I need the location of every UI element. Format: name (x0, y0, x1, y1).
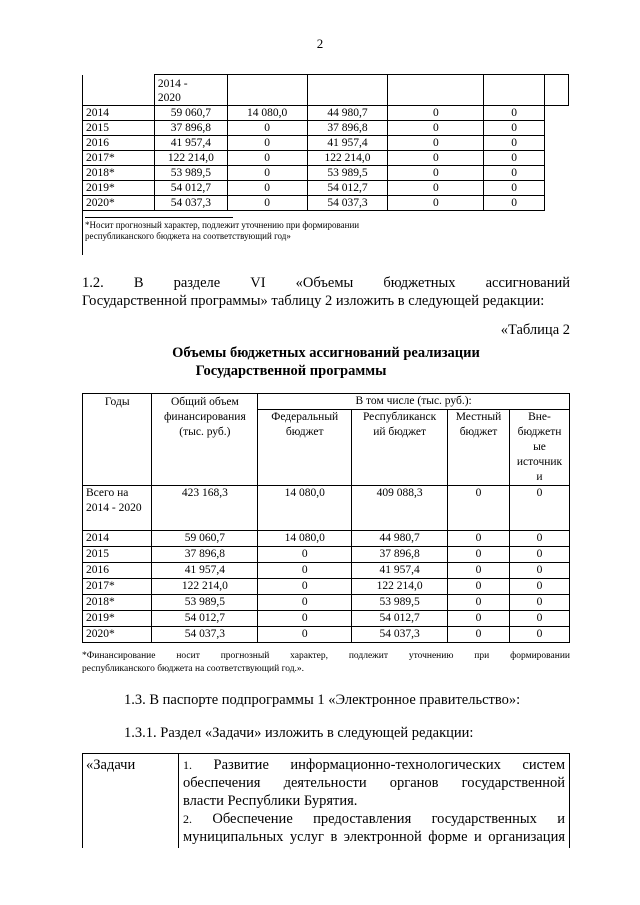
top-federal-cell: 0 (227, 151, 307, 166)
table-row (83, 106, 569, 121)
top-republic-cell: 44 980,7 (307, 106, 388, 121)
top-local-cell: 0 (388, 196, 484, 211)
top-republic-cell: 54 012,7 (307, 181, 388, 196)
main-extra-cell: 0 (509, 579, 569, 595)
main-year-cell: 2019* (83, 611, 152, 627)
table-row (83, 166, 569, 181)
table-row (83, 196, 569, 211)
top-republic-cell: 54 037,3 (307, 196, 388, 211)
section-1-2-line1: 1.2. В разделе VI «Объемы бюджетных ассигнований (82, 275, 570, 291)
top-federal-cell: 0 (227, 181, 307, 196)
task-2-line1 (183, 810, 565, 828)
main-local-cell: 0 (448, 579, 510, 595)
table-row (83, 121, 569, 136)
total-row-federal: 14 080,0 (258, 486, 352, 531)
top-local-cell: 0 (388, 151, 484, 166)
main-local-cell: 0 (448, 563, 510, 579)
top-year-cell: 2014 (83, 106, 155, 121)
table-row (83, 136, 569, 151)
top-local-cell: 0 (388, 166, 484, 181)
top-extra-cell: 0 (484, 151, 545, 166)
main-local-cell: 0 (448, 627, 510, 643)
main-republic-cell: 53 989,5 (352, 595, 448, 611)
task-1-line2: обеспечения деятельности органов государственной (183, 775, 565, 791)
task-1-line3: власти Республики Бурятия. (183, 793, 358, 809)
section-1-2-line2: Государственной программы» таблицу 2 изложить в следующей редакции: (82, 293, 545, 309)
top-year-cell: 2017* (83, 151, 155, 166)
section-1-3-1: 1.3.1. Раздел «Задачи» изложить в следующей редакции: (124, 725, 474, 741)
top-federal-cell: 0 (227, 121, 307, 136)
top-extra-cell: 0 (484, 181, 545, 196)
top-total-cell: 54 037,3 (154, 196, 227, 211)
main-total-cell: 53 989,5 (152, 595, 258, 611)
header-years: Годы (83, 394, 152, 486)
table-row (83, 611, 570, 627)
main-local-cell: 0 (448, 595, 510, 611)
tasks-body (179, 754, 570, 849)
table-row (83, 531, 570, 547)
top-total-cell: 59 060,7 (154, 106, 227, 121)
top-extra-cell: 0 (484, 166, 545, 181)
top-republic-cell: 122 214,0 (307, 151, 388, 166)
total-row-local: 0 (448, 486, 510, 531)
main-year-cell: 2020* (83, 627, 152, 643)
table2-title-line2: Государственной программы (195, 363, 387, 379)
main-total-cell: 54 037,3 (152, 627, 258, 643)
main-republic-cell: 44 980,7 (352, 531, 448, 547)
top-local-cell: 0 (388, 121, 484, 136)
main-total-cell: 41 957,4 (152, 563, 258, 579)
top-total-cell: 37 896,8 (154, 121, 227, 136)
top-extra-cell: 0 (484, 121, 545, 136)
table2-footnote (82, 650, 570, 676)
tasks-label: «Задачи (83, 754, 179, 849)
empty-left-cell (83, 75, 155, 106)
task-2-text1: Обеспечение предоставления государственных и (212, 811, 565, 827)
top-federal-cell: 0 (227, 136, 307, 151)
table-row (83, 181, 569, 196)
main-local-cell: 0 (448, 611, 510, 627)
footnote-line1: *Финансирование носит прогнозный характер, подлежит уточнению при формировании (82, 651, 570, 661)
main-extra-cell: 0 (509, 531, 569, 547)
top-year-cell: 2019* (83, 181, 155, 196)
main-republic-cell: 41 957,4 (352, 563, 448, 579)
tasks-table (82, 753, 570, 848)
main-local-cell: 0 (448, 547, 510, 563)
main-extra-cell: 0 (509, 547, 569, 563)
task-2-number: 2. (183, 812, 192, 826)
table-row (83, 563, 570, 579)
top-republic-cell: 41 957,4 (307, 136, 388, 151)
table2-label: «Таблица 2 (500, 322, 570, 338)
main-federal-cell: 0 (258, 611, 352, 627)
main-year-cell: 2015 (83, 547, 152, 563)
table-row (83, 595, 570, 611)
task-1-text1: Развитие информационно-технологических систем (213, 757, 565, 773)
top-total-cell: 54 012,7 (154, 181, 227, 196)
top-local-cell: 0 (388, 106, 484, 121)
top-republic-cell: 53 989,5 (307, 166, 388, 181)
total-row-total: 423 168,3 (152, 486, 258, 531)
total-row-year: Всего на 2014 - 2020 (83, 486, 152, 531)
top-federal-cell: 0 (227, 196, 307, 211)
period-cell: 2014 - 2020 (154, 75, 227, 106)
main-federal-cell: 0 (258, 595, 352, 611)
top-table-note (83, 211, 545, 256)
main-republic-cell: 37 896,8 (352, 547, 448, 563)
top-total-cell: 41 957,4 (154, 136, 227, 151)
table2-title-line1: Объемы бюджетных ассигнований реализации (172, 345, 480, 361)
total-row-republic: 409 088,3 (352, 486, 448, 531)
top-total-cell: 53 989,5 (154, 166, 227, 181)
top-note-line2: республиканского бюджета на соответствующий год» (85, 231, 291, 241)
task-2-line2: муниципальных услуг в электронной форме и организация (183, 829, 565, 845)
top-extra-cell: 0 (484, 106, 545, 121)
header-local: Местный бюджет (448, 410, 510, 486)
main-total-cell: 59 060,7 (152, 531, 258, 547)
header-total: Общий объем финансирования (тыс. руб.) (152, 394, 258, 486)
main-federal-cell: 0 (258, 627, 352, 643)
top-republic-cell: 37 896,8 (307, 121, 388, 136)
section-1-3: 1.3. В паспорте подпрограммы 1 «Электронное правительство»: (124, 692, 521, 708)
top-extra-cell: 0 (484, 196, 545, 211)
main-total-cell: 37 896,8 (152, 547, 258, 563)
header-federal: Федеральный бюджет (258, 410, 352, 486)
table-row (83, 547, 570, 563)
top-federal-cell: 0 (227, 166, 307, 181)
main-federal-cell: 0 (258, 579, 352, 595)
top-local-cell: 0 (388, 181, 484, 196)
table-row (83, 151, 569, 166)
top-local-cell: 0 (388, 136, 484, 151)
header-republic: Республиканск ий бюджет (352, 410, 448, 486)
page-number: 2 (316, 36, 324, 51)
main-extra-cell: 0 (509, 611, 569, 627)
main-federal-cell: 0 (258, 563, 352, 579)
top-extra-cell: 0 (484, 136, 545, 151)
main-republic-cell: 122 214,0 (352, 579, 448, 595)
main-republic-cell: 54 012,7 (352, 611, 448, 627)
total-row-extra: 0 (509, 486, 569, 531)
top-year-cell: 2018* (83, 166, 155, 181)
budget-table-2 (82, 393, 570, 643)
task-1-number: 1. (183, 758, 192, 772)
main-year-cell: 2018* (83, 595, 152, 611)
main-federal-cell: 14 080,0 (258, 531, 352, 547)
top-federal-cell: 14 080,0 (227, 106, 307, 121)
main-year-cell: 2017* (83, 579, 152, 595)
main-republic-cell: 54 037,3 (352, 627, 448, 643)
footnote-line2: республиканского бюджета на соответствующий год.». (82, 664, 305, 674)
main-year-cell: 2016 (83, 563, 152, 579)
header-extra: Вне-бюджетн ые источник и (509, 410, 569, 486)
top-budget-table (82, 74, 569, 255)
top-year-cell: 2015 (83, 121, 155, 136)
main-federal-cell: 0 (258, 547, 352, 563)
top-year-cell: 2016 (83, 136, 155, 151)
top-total-cell: 122 214,0 (154, 151, 227, 166)
main-local-cell: 0 (448, 531, 510, 547)
table-row (83, 579, 570, 595)
main-total-cell: 122 214,0 (152, 579, 258, 595)
main-total-cell: 54 012,7 (152, 611, 258, 627)
main-extra-cell: 0 (509, 627, 569, 643)
main-extra-cell: 0 (509, 595, 569, 611)
main-extra-cell: 0 (509, 563, 569, 579)
header-including: В том числе (тыс. руб.): (258, 394, 570, 410)
table-row (83, 627, 570, 643)
main-year-cell: 2014 (83, 531, 152, 547)
top-note-line1: *Носит прогнозный характер, подлежит уточнению при формировании (85, 220, 360, 230)
top-year-cell: 2020* (83, 196, 155, 211)
task-1-line1 (183, 756, 565, 774)
